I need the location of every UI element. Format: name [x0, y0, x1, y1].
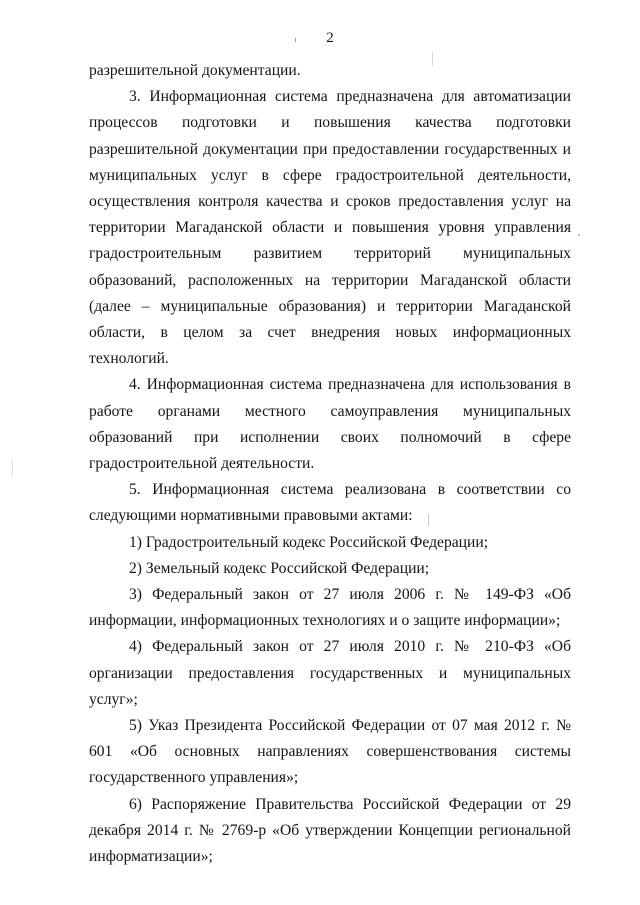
- page-number: 2: [326, 30, 334, 46]
- document-body: [89, 58, 571, 870]
- scan-speck: [432, 52, 433, 66]
- list-item-4: 4) Федеральный закон от 27 июля 2010 г. № 210-ФЗ «Об организации предоставления государственных и муниципальных услуг»;: [89, 638, 571, 708]
- scan-speck: [428, 514, 429, 526]
- scan-speck: [12, 460, 13, 476]
- scan-speck: [578, 234, 580, 236]
- list-item-1: 1) Градостроительный кодекс Российской Федерации;: [129, 533, 489, 551]
- list-item-3: 3) Федеральный закон от 27 июля 2006 г. № 149-ФЗ «Об информации, информационных технологиях и о защите информации»;: [89, 586, 571, 630]
- paragraph-item-4: 4. Информационная система предназначена для использования в работе органами местного самоуправления муниципальных образований при исполнении своих полномочий в сфере градостроительной деятельности.: [89, 376, 571, 473]
- paragraph-continuation: разрешительной документации.: [89, 62, 301, 79]
- list-item-5: 5) Указ Президента Российской Федерации от 07 мая 2012 г. № 601 «Об основных направлениях совершенствования системы государственного управления»;: [89, 717, 571, 787]
- list-item-6: 6) Распоряжение Правительства Российской Федерации от 29 декабря 2014 г. № 2769-р «Об утверждении Концепции региональной информатизации»;: [89, 795, 571, 866]
- paragraph-item-5: 5. Информационная система реализована в соответствии со следующими нормативными правовыми актами:: [89, 481, 571, 525]
- scan-speck: [295, 38, 296, 42]
- paragraph-item-3: 3. Информационная система предназначена для автоматизации процессов подготовки и повышения качества подготовки разрешительной документации при предоставлении государственных и муниципальных услуг в сфере градостроительной деятельности, осуществления контроля качества и сроков предоставления услуг на территории Магаданской области и повышения уровня управления градостроительным развитием территорий муниципальных образований, расположенных на территории Магаданской области (далее – муниципальные образования) и территории Магаданской области, в целом за счет внедрения новых информационных технологий.: [89, 88, 571, 368]
- list-item-2: 2) Земельный кодекс Российской Федерации;: [129, 559, 430, 577]
